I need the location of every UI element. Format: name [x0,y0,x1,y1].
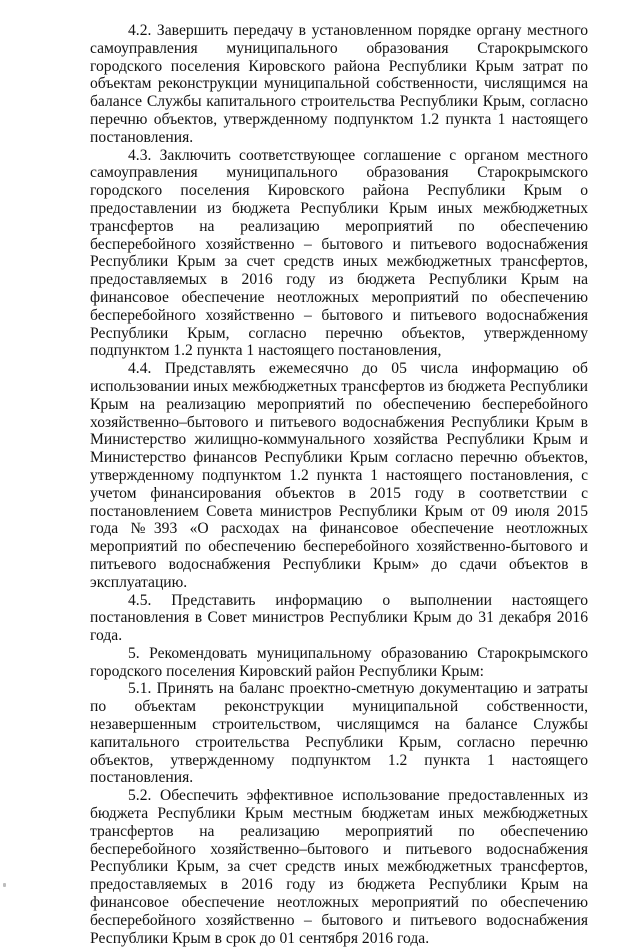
paragraph-4-5: 4.5. Представить информацию о выполнении настоящего постановления в Совет министров Республики Крым до 31 декабря 2016 года. [90,591,588,645]
scan-edge-mark [3,883,6,887]
paragraph-4-2: 4.2. Завершить передачу в установленном порядке органу местного самоуправления муниципального образования Старокрымского городского поселения Кировского района Республики Крым затрат по объектам реконструкции муниципальной собственности, числящимся на балансе Службы капитального строительства Республики Крым, согласно перечню объектов, утвержденному подпунктом 1.2 пункта 1 настоящего постановления. [90,22,588,146]
document-body [90,22,588,947]
paragraph-5-1: 5.1. Принять на баланс проектно-сметную документацию и затраты по объектам реконструкции муниципальной собственности, незавершенным строительством, числящимся на балансе Службы капитального строительства Республики Крым, согласно перечню объектов, утвержденному подпунктом 1.2 пункта 1 настоящего постановления. [90,680,588,787]
paragraph-5: 5. Рекомендовать муниципальному образованию Старокрымского городского поселения Кировский район Республики Крым: [90,644,588,680]
paragraph-4-3: 4.3. Заключить соответствующее соглашение с органом местного самоуправления муниципального образования Старокрымского городского поселения Кировского района Республики Крым о предоставлении из бюджета Республики Крым иных межбюджетных трансфертов на реализацию мероприятий по обеспечению бесперебойного хозяйственно – бытового и питьевого водоснабжения Республики Крым за счет средств иных межбюджетных трансфертов, предоставляемых в 2016 году из бюджета Республики Крым на финансовое обеспечение неотложных мероприятий по обеспечению бесперебойного хозяйственно – бытового и питьевого водоснабжения Республики Крым, согласно перечню объектов, утвержденному подпунктом 1.2 пункта 1 настоящего постановления, [90,146,588,360]
paragraph-5-2: 5.2. Обеспечить эффективное использование предоставленных из бюджета Республики Крым местным бюджетам иных межбюджетных трансфертов на реализацию мероприятий по обеспечению бесперебойного хозяйственно–бытового и питьевого водоснабжения Республики Крым, за счет средств иных межбюджетных трансфертов, предоставляемых в 2016 году из бюджета Республики Крым на финансовое обеспечение неотложных мероприятий по обеспечению бесперебойного хозяйственно – бытового и питьевого водоснабжения Республики Крым в срок до 01 сентября 2016 года. [90,787,588,947]
paragraph-4-4: 4.4. Представлять ежемесячно до 05 числа информацию об использовании иных межбюджетных трансфертов из бюджета Республики Крым на реализацию мероприятий по обеспечению бесперебойного хозяйственно–бытового и питьевого водоснабжения Республики Крым в Министерство жилищно-коммунального хозяйства Республики Крым и Министерство финансов Республики Крым согласно перечню объектов, утвержденному подпунктом 1.2 пункта 1 настоящего постановления, с учетом финансирования объектов в 2015 году в соответствии с постановлением Совета министров Республики Крым от 09 июля 2015 года №393 «О расходах на финансовое обеспечение неотложных мероприятий по обеспечению бесперебойного хозяйственно-бытового и питьевого водоснабжения Республики Крым» до сдачи объектов в эксплуатацию. [90,360,588,591]
